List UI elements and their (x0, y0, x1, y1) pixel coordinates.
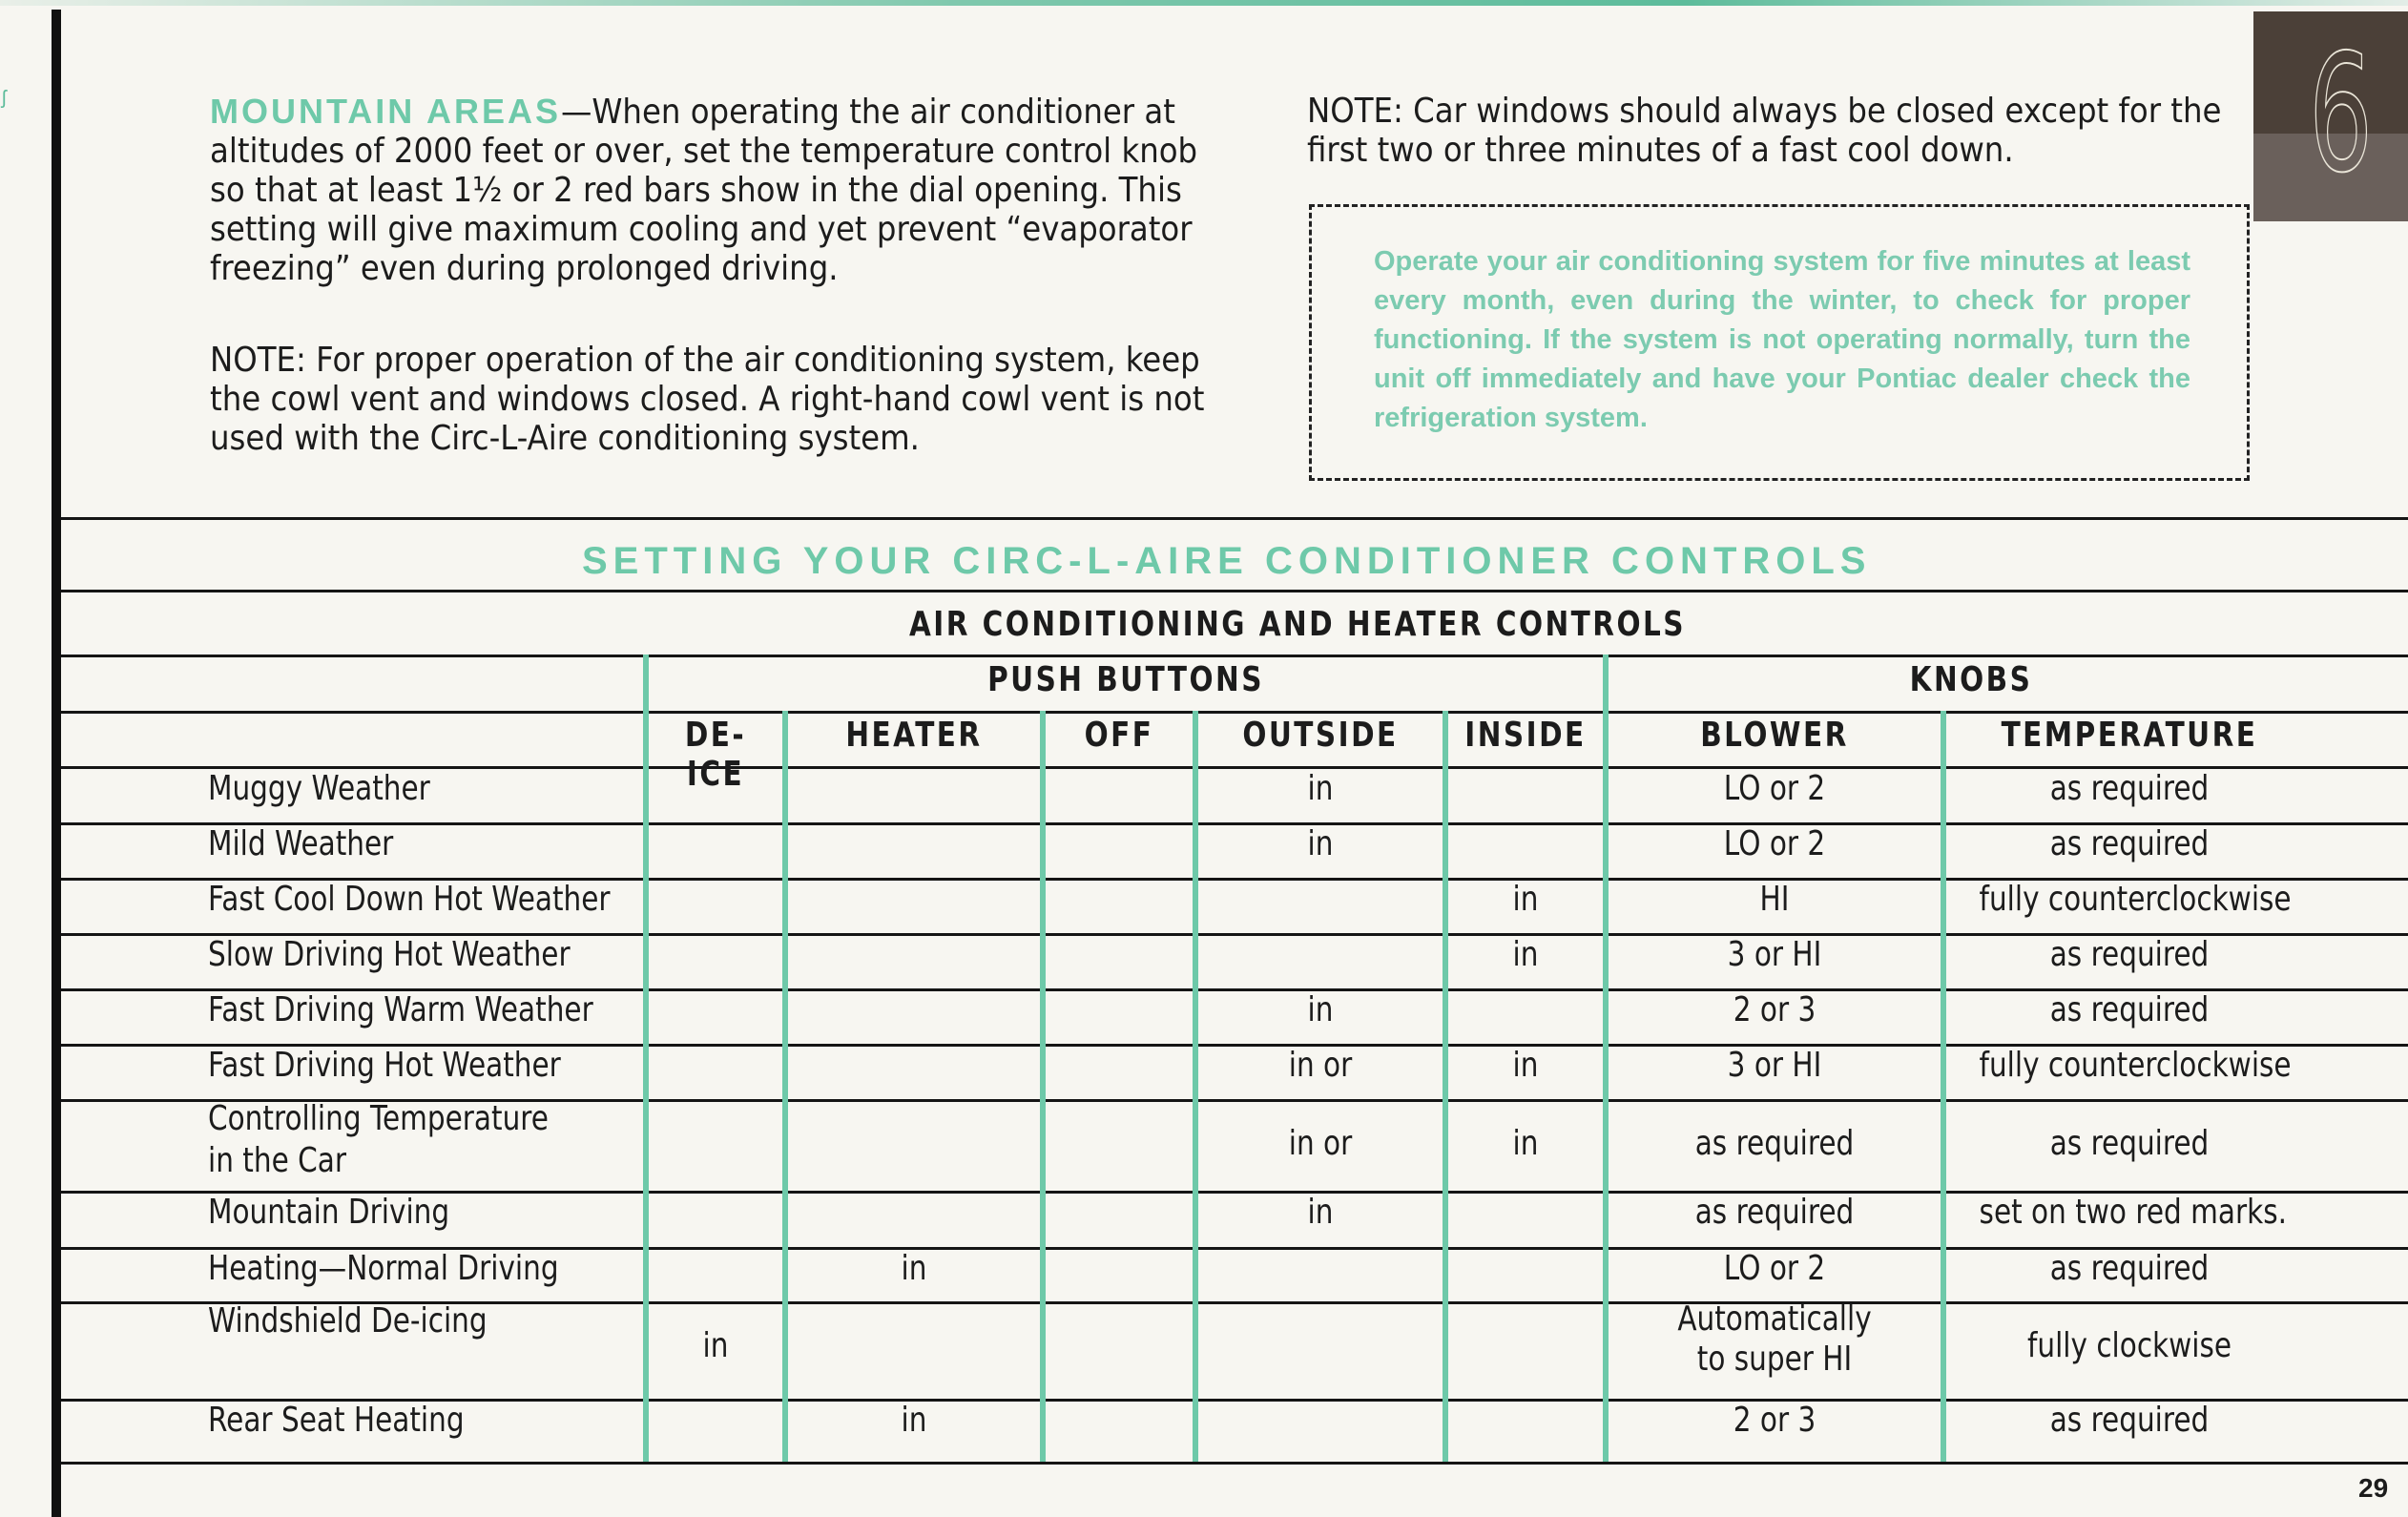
row-heater: in (901, 1401, 927, 1440)
row-deice: in (702, 1326, 729, 1365)
table-column-divider (1193, 711, 1198, 1462)
tip-box-text: Operate your air conditioning system for five minutes at least every month, even during the winter, to check for proper functioning. If the system is not operating normally, turn the unit off immediately and have your Pontiac dealer check the refrigeration system. (1374, 246, 2190, 433)
row-blower: HI (1759, 880, 1790, 919)
row-temperature: as required (2049, 1401, 2210, 1440)
row-condition: Rear Seat Heating (208, 1401, 465, 1440)
column-header-heater: HEATER (845, 716, 983, 755)
mountain-areas-text: —When operating the air conditioner at altitudes of 2000 feet or over, set the temperature control knob so that at least 1½ or 2 red bars show in the dial opening. This setting will give maximum cooling and yet prevent “evaporator freezing” even during prolonged driving. (210, 93, 1198, 288)
column-header-off: OFF (1084, 716, 1154, 755)
page-spine-border (52, 10, 61, 1517)
row-temperature: as required (2049, 935, 2210, 974)
chapter-number: 6 (2309, 20, 2374, 209)
mountain-areas-lead: MOUNTAIN AREAS (210, 92, 561, 131)
column-header-de-ice: DE-ICE (684, 716, 747, 794)
column-header-temperature: TEMPERATURE (2001, 716, 2258, 755)
table-column-divider (1040, 711, 1046, 1462)
push-buttons-header: PUSH BUTTONS (987, 660, 1264, 699)
row-outside: in (1307, 769, 1334, 808)
row-temperature: fully counterclockwise (1979, 880, 2292, 919)
page-number: 29 (2358, 1473, 2389, 1503)
left-column (210, 92, 1221, 510)
row-blower: LO or 2 (1723, 824, 1826, 863)
table-column-divider (1603, 655, 1609, 1462)
row-inside: in (1512, 1124, 1539, 1163)
table-rule (61, 1462, 2408, 1465)
row-blower: Automatically (1677, 1299, 1872, 1339)
row-inside: in (1512, 935, 1539, 974)
table-rule (61, 655, 2408, 657)
row-condition: Fast Cool Down Hot Weather (208, 880, 611, 919)
row-blower: 2 or 3 (1733, 990, 1816, 1029)
table-rule (61, 590, 2408, 592)
row-condition: Mild Weather (208, 824, 394, 863)
column-header-outside: OUTSIDE (1242, 716, 1399, 755)
cowl-vent-note: NOTE: For proper operation of the air conditioning system, keep the cowl vent and windows closed. A right-hand cowl vent is not used with the Circ-L-Aire conditioning system. (210, 341, 1205, 458)
row-blower-line2: to super HI (1696, 1340, 1853, 1379)
row-condition: Slow Driving Hot Weather (208, 935, 571, 974)
row-condition: Fast Driving Hot Weather (208, 1046, 561, 1085)
row-outside: in (1307, 824, 1334, 863)
table-rule (61, 517, 2408, 520)
table-column-divider (643, 655, 649, 1462)
knobs-header: KNOBS (1909, 660, 2033, 699)
column-header-inside: INSIDE (1464, 716, 1587, 755)
row-temperature: fully counterclockwise (1979, 1046, 2292, 1085)
row-temperature: as required (2049, 824, 2210, 863)
row-blower: as required (1694, 1124, 1855, 1163)
row-blower: 3 or HI (1727, 935, 1822, 974)
row-temperature: fully clockwise (2026, 1326, 2232, 1365)
row-outside: in or (1288, 1046, 1353, 1085)
row-temperature: as required (2049, 1249, 2210, 1288)
row-inside: in (1512, 880, 1539, 919)
row-outside: in (1307, 1193, 1334, 1232)
row-temperature: as required (2049, 990, 2210, 1029)
row-outside: in or (1288, 1124, 1353, 1163)
row-condition: Fast Driving Warm Weather (208, 990, 593, 1029)
row-inside: in (1512, 1046, 1539, 1085)
row-condition: Mountain Driving (208, 1193, 450, 1232)
table-subtitle: AIR CONDITIONING AND HEATER CONTROLS (908, 605, 1687, 644)
right-column (1307, 92, 2261, 170)
row-temperature: as required (2049, 769, 2210, 808)
row-condition: Heating—Normal Driving (208, 1249, 559, 1288)
row-temperature: set on two red marks. (1979, 1193, 2287, 1232)
row-outside: in (1307, 990, 1334, 1029)
table-column-divider (1443, 711, 1448, 1462)
table-column-divider (782, 711, 788, 1462)
row-heater: in (901, 1249, 927, 1288)
top-color-strip (0, 0, 2408, 6)
mountain-areas-paragraph (210, 92, 1221, 288)
row-blower: LO or 2 (1723, 1249, 1826, 1288)
row-condition: Controlling Temperature (208, 1099, 549, 1138)
windows-note: NOTE: Car windows should always be closed except for the first two or three minutes of a fast cool down. (1307, 92, 2222, 170)
row-blower: LO or 2 (1723, 769, 1826, 808)
row-blower: 3 or HI (1727, 1046, 1822, 1085)
edge-mark: ʃ (2, 88, 7, 109)
row-condition-line2: in the Car (208, 1141, 346, 1180)
column-header-blower: BLOWER (1700, 716, 1849, 755)
row-condition: Muggy Weather (208, 769, 430, 808)
table-column-divider (1941, 711, 1946, 1462)
row-blower: 2 or 3 (1733, 1401, 1816, 1440)
row-temperature: as required (2049, 1124, 2210, 1163)
table-title: SETTING YOUR CIRC-L-AIRE CONDITIONER CONTROLS (582, 540, 1872, 582)
row-blower: as required (1694, 1193, 1855, 1232)
table-rule (61, 711, 2408, 714)
row-condition: Windshield De-icing (208, 1301, 488, 1340)
